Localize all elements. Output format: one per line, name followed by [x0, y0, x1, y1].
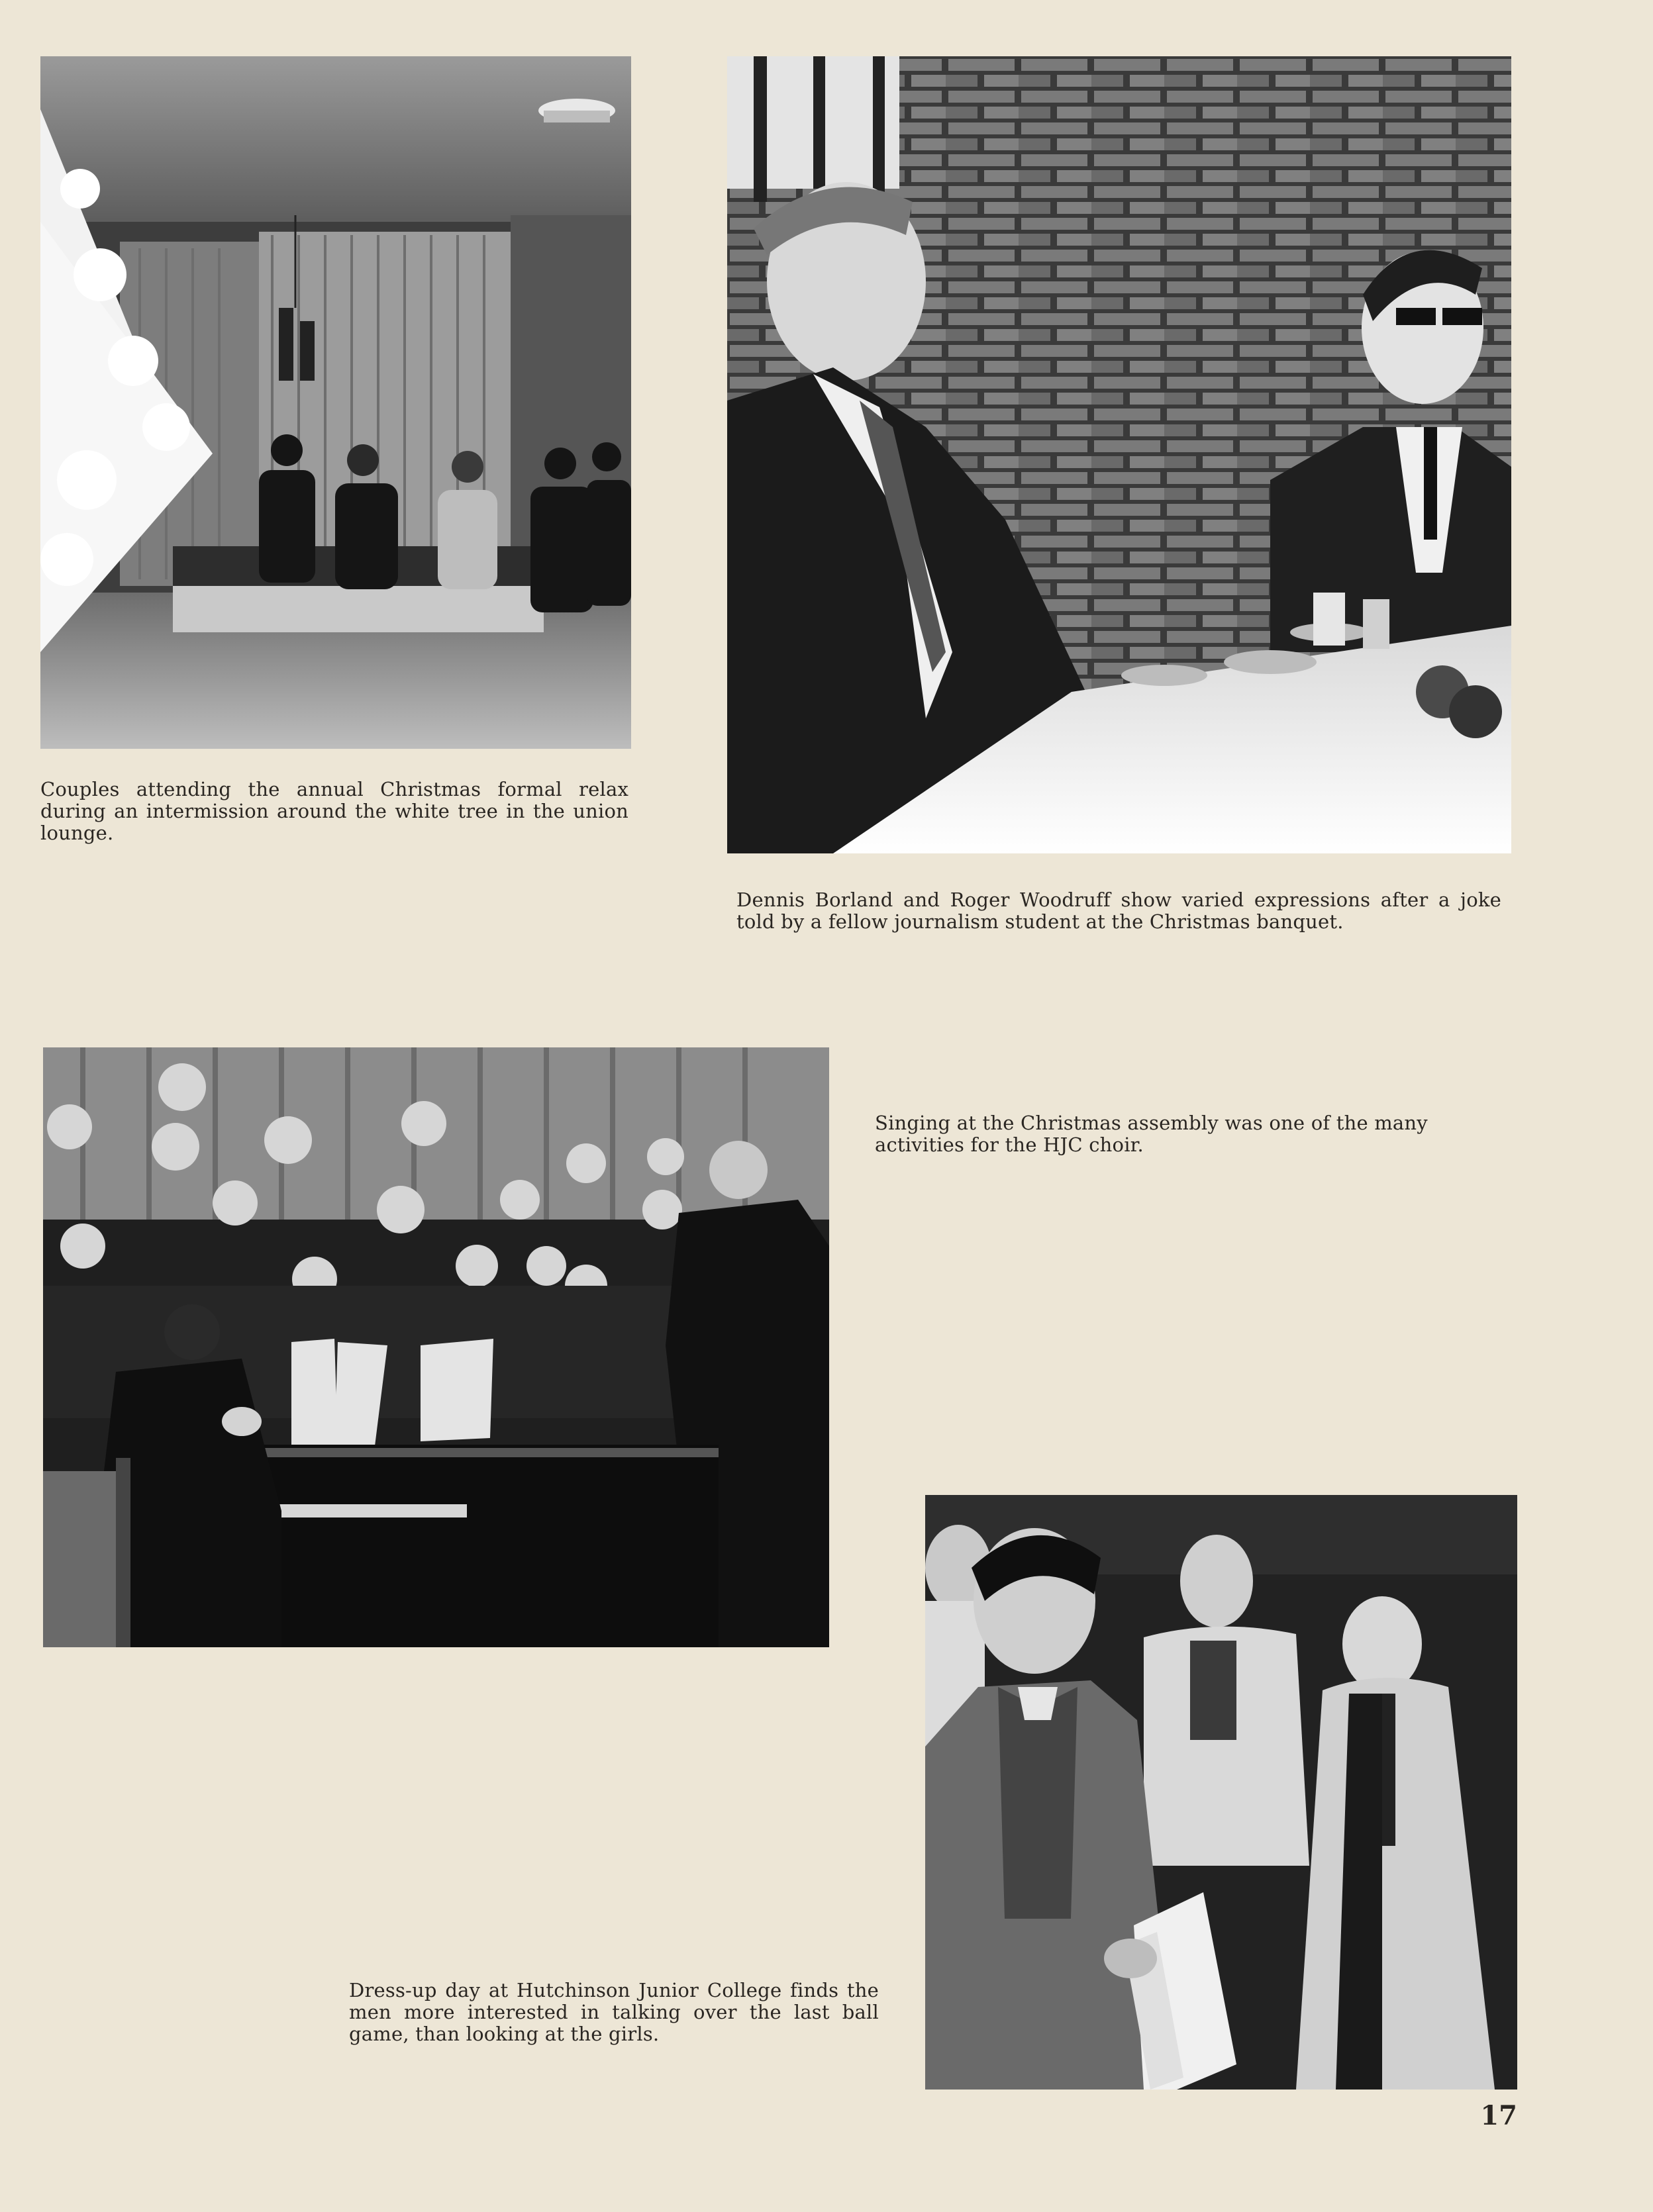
caption-christmas-formal: Couples attending the annual Christmas formal relax during an intermission around the white tree in the union lounge. [40, 778, 628, 844]
caption-christmas-banquet: Dennis Borland and Roger Woodruff show varied expressions after a joke told by a fellow journalism student at the Christmas banquet. [736, 889, 1501, 933]
banquet-scene-image [727, 56, 1511, 853]
photo-christmas-assembly-choir [43, 1047, 829, 1647]
dress-up-scene-image [925, 1495, 1517, 2090]
page-number: 17 [1480, 2100, 1517, 2131]
photo-christmas-formal [40, 56, 631, 749]
lounge-scene-image [40, 56, 631, 749]
caption-christmas-assembly-choir: Singing at the Christmas assembly was one of the many activities for the HJC choir. [875, 1112, 1428, 1156]
photo-dress-up-day [925, 1495, 1517, 2090]
caption-dress-up-day: Dress-up day at Hutchinson Junior College finds the men more interested in talking over the last ball game, than looking at the girls. [349, 1979, 879, 2045]
photo-christmas-banquet [727, 56, 1511, 853]
choir-scene-image [43, 1047, 829, 1647]
